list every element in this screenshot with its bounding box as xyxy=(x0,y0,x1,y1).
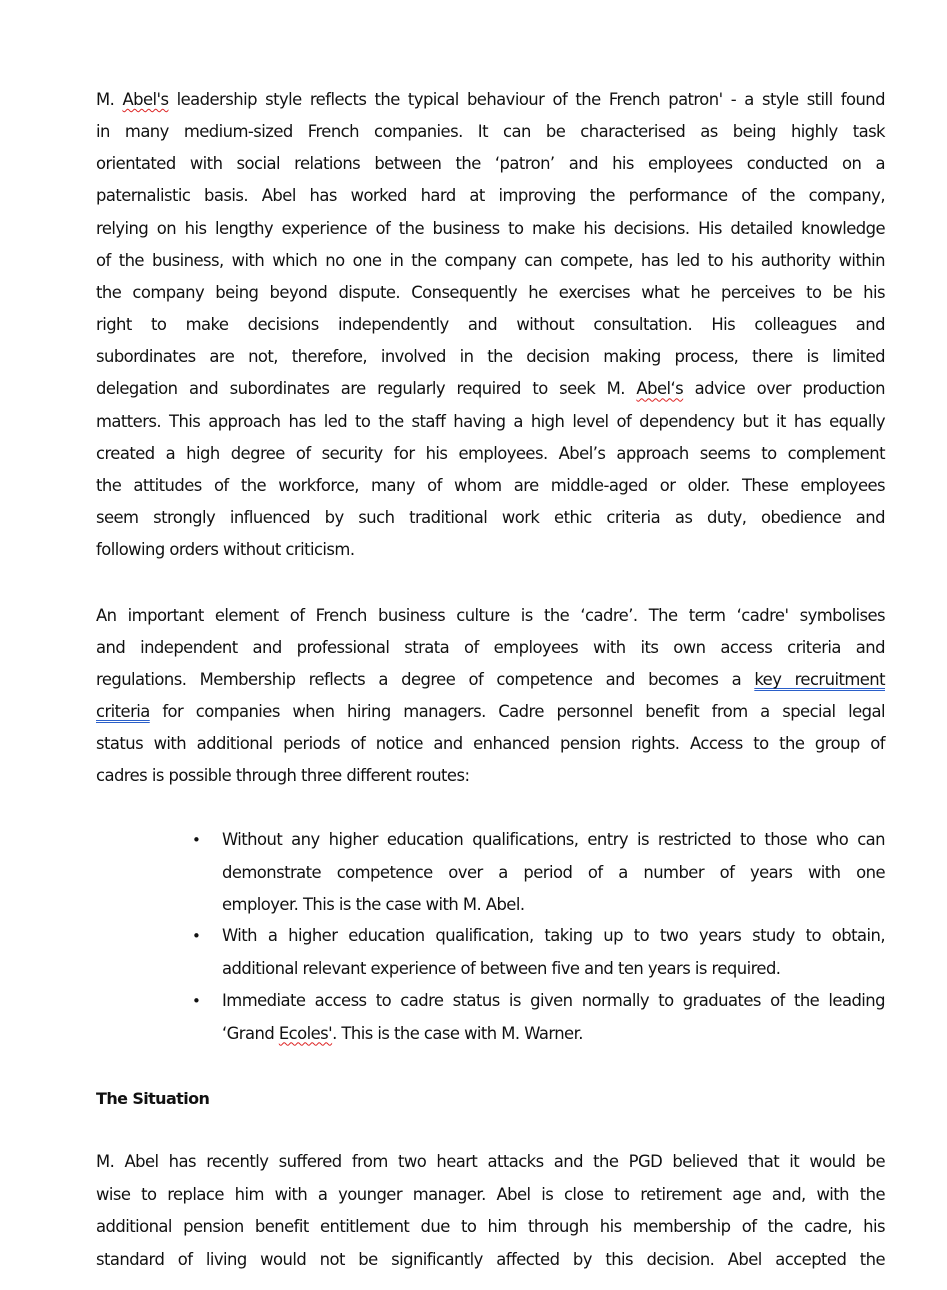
spelling-error-mark: Abel‘s xyxy=(636,379,684,399)
text-line xyxy=(222,1024,885,1044)
text-line xyxy=(96,1217,885,1237)
text-run: demonstrate competence over a period of a number of years with one xyxy=(222,862,885,882)
text-run: following orders without criticism. xyxy=(96,540,355,560)
text-line xyxy=(96,315,885,335)
spelling-error-mark: Ecoles' xyxy=(278,1023,333,1043)
text-line xyxy=(222,959,885,979)
text-line xyxy=(96,476,885,496)
text-run: for companies when hiring managers. Cadre personnel benefit from a special legal xyxy=(149,702,885,721)
text-line xyxy=(96,508,885,528)
text-line xyxy=(222,926,885,946)
text-line xyxy=(96,219,885,239)
text-run: in many medium-sized French companies. It can be characterised as being highly task xyxy=(96,122,885,142)
text-run: orientated with social relations between the ‘patron’ and his employees conducted on a xyxy=(96,154,885,174)
text-line xyxy=(96,702,885,722)
text-run: employer. This is the case with M. Abel. xyxy=(222,895,525,914)
text-line xyxy=(96,1152,885,1172)
bullet-icon: • xyxy=(192,831,201,849)
text-run: and independent and professional strata of employees with its own access criteria and xyxy=(96,638,885,657)
text-run: Immediate access to cadre status is given normally to graduates of the leading xyxy=(222,991,885,1010)
text-line xyxy=(96,1250,885,1270)
text-run: An important element of French business culture is the ‘cadre’. The term ‘cadre' symbolises xyxy=(96,606,885,625)
text-run: . This is the case with M. Warner. xyxy=(332,1023,583,1043)
text-run: M. xyxy=(96,90,123,109)
text-line xyxy=(222,895,885,915)
text-line xyxy=(96,122,885,142)
text-line xyxy=(222,830,885,850)
text-line xyxy=(96,251,885,271)
bullet-icon: • xyxy=(192,927,201,945)
spelling-error-mark: Abel's xyxy=(122,90,169,109)
text-line xyxy=(96,1185,885,1205)
text-run: right to make decisions independently and without consultation. His colleagues and xyxy=(96,315,885,335)
text-line xyxy=(222,991,885,1011)
text-run: cadres is possible through three different routes: xyxy=(96,766,470,785)
text-line xyxy=(96,734,885,754)
text-line xyxy=(96,90,885,110)
text-run: advice over production xyxy=(683,379,885,399)
text-run: status with additional periods of notice and enhanced pension rights. Access to the group of xyxy=(96,734,885,753)
text-run: regulations. Membership reflects a degree of competence and becomes a xyxy=(96,670,755,689)
text-line xyxy=(96,347,885,367)
text-line xyxy=(96,412,885,432)
text-run: wise to replace him with a younger manager. Abel is close to retirement age and, with the xyxy=(96,1184,885,1204)
text-run: leadership style reflects the typical behaviour of the French patron' - a style still found xyxy=(168,90,885,109)
text-line xyxy=(96,444,885,464)
text-run: standard of living would not be significantly affected by this decision. Abel accepted the xyxy=(96,1249,885,1269)
text-run: additional pension benefit entitlement due to him through his membership of the cadre, his xyxy=(96,1217,885,1236)
text-line xyxy=(96,283,885,303)
text-run: relying on his lengthy experience of the business to make his decisions. His detailed knowledge xyxy=(96,218,885,238)
text-line xyxy=(96,379,885,399)
text-run: subordinates are not, therefore, involved in the decision making process, there is limited xyxy=(96,347,885,367)
text-run: With a higher education qualification, taking up to two years study to obtain, xyxy=(222,926,885,945)
text-run: seem strongly influenced by such traditional work ethic criteria as duty, obedience and xyxy=(96,507,885,527)
text-line xyxy=(96,766,885,786)
text-run: the company being beyond dispute. Consequently he exercises what he perceives to be his xyxy=(96,282,885,302)
bullet-icon: • xyxy=(192,992,201,1010)
text-line xyxy=(222,863,885,883)
text-line xyxy=(96,606,885,626)
text-run: created a high degree of security for his employees. Abel’s approach seems to complement xyxy=(96,443,885,463)
text-run: the attitudes of the workforce, many of whom are middle-aged or older. These employees xyxy=(96,475,885,495)
text-line xyxy=(96,186,885,206)
text-run: M. Abel has recently suffered from two heart attacks and the PGD believed that it would be xyxy=(96,1152,885,1171)
text-run: of the business, with which no one in the company can compete, has led to his authority within xyxy=(96,250,885,270)
text-run: ‘Grand xyxy=(222,1023,279,1043)
section-heading: The Situation xyxy=(96,1089,210,1108)
text-run: matters. This approach has led to the staff having a high level of dependency but it has equally xyxy=(96,411,885,431)
text-line xyxy=(96,540,885,560)
text-run: Without any higher education qualifications, entry is restricted to those who can xyxy=(222,830,885,849)
text-run: delegation and subordinates are regularly required to seek M. xyxy=(96,379,637,399)
text-run: additional relevant experience of between five and ten years is required. xyxy=(222,958,781,978)
text-line xyxy=(96,670,885,690)
text-run: paternalistic basis. Abel has worked hard at improving the performance of the company, xyxy=(96,186,885,206)
grammar-suggestion-mark: criteria xyxy=(96,702,150,721)
text-line xyxy=(96,154,885,174)
text-line xyxy=(96,638,885,658)
grammar-suggestion-mark: key recruitment xyxy=(754,670,885,689)
